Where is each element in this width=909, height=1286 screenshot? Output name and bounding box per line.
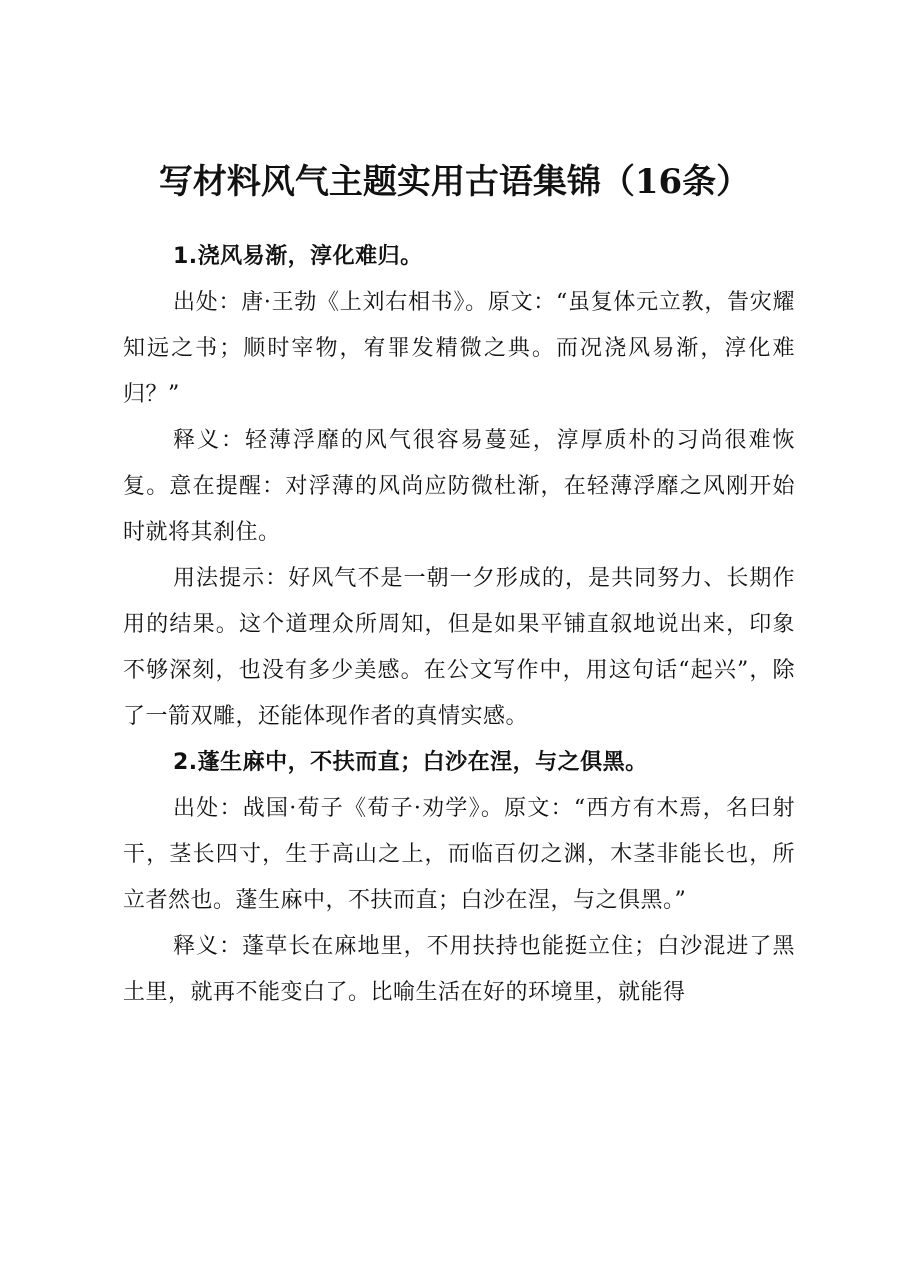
document-title: 写材料风气主题实用古语集锦（16条） (158, 162, 751, 202)
section-heading-1: 1.浇风易渐，淳化难归。 (173, 244, 423, 269)
meaning-paragraph-1: 释义：轻薄浮靡的风气很容易蔓延，淳厚质朴的习尚很难恢复。意在提醒：对浮薄的风尚应防微杜渐，在轻薄浮靡之风刚开始时就将其刹住。 (123, 428, 795, 545)
section-heading-2: 2.蓬生麻中，不扶而直；白沙在涅，与之俱黑。 (173, 750, 648, 775)
document-body (123, 234, 795, 1016)
usage-paragraph-1: 用法提示：好风气不是一朝一夕形成的，是共同努力、长期作用的结果。这个道理众所周知，但是如果平铺直叙地说出来，印象不够深刻，也没有多少美感。在公文写作中，用这句话“起兴”，除了一箭双雕，还能体现作者的真情实感。 (123, 566, 795, 729)
source-paragraph-2: 出处：战国·荀子《荀子·劝学》。原文：“西方有木焉，名曰射干，茎长四寸，生于高山之上，而临百仞之渊，木茎非能长也，所立者然也。蓬生麻中，不扶而直；白沙在涅，与之俱黑。” (123, 796, 795, 913)
source-paragraph-1: 出处：唐·王勃《上刘右相书》。原文：“虽复体元立教，眚灾耀知远之书；顺时宰物，宥罪发精微之典。而况浇风易渐，淳化难归？” (123, 290, 795, 407)
meaning-paragraph-2: 释义：蓬草长在麻地里，不用扶持也能挺立住；白沙混进了黑土里，就再不能变白了。比喻生活在好的环境里，就能得 (123, 934, 795, 1005)
